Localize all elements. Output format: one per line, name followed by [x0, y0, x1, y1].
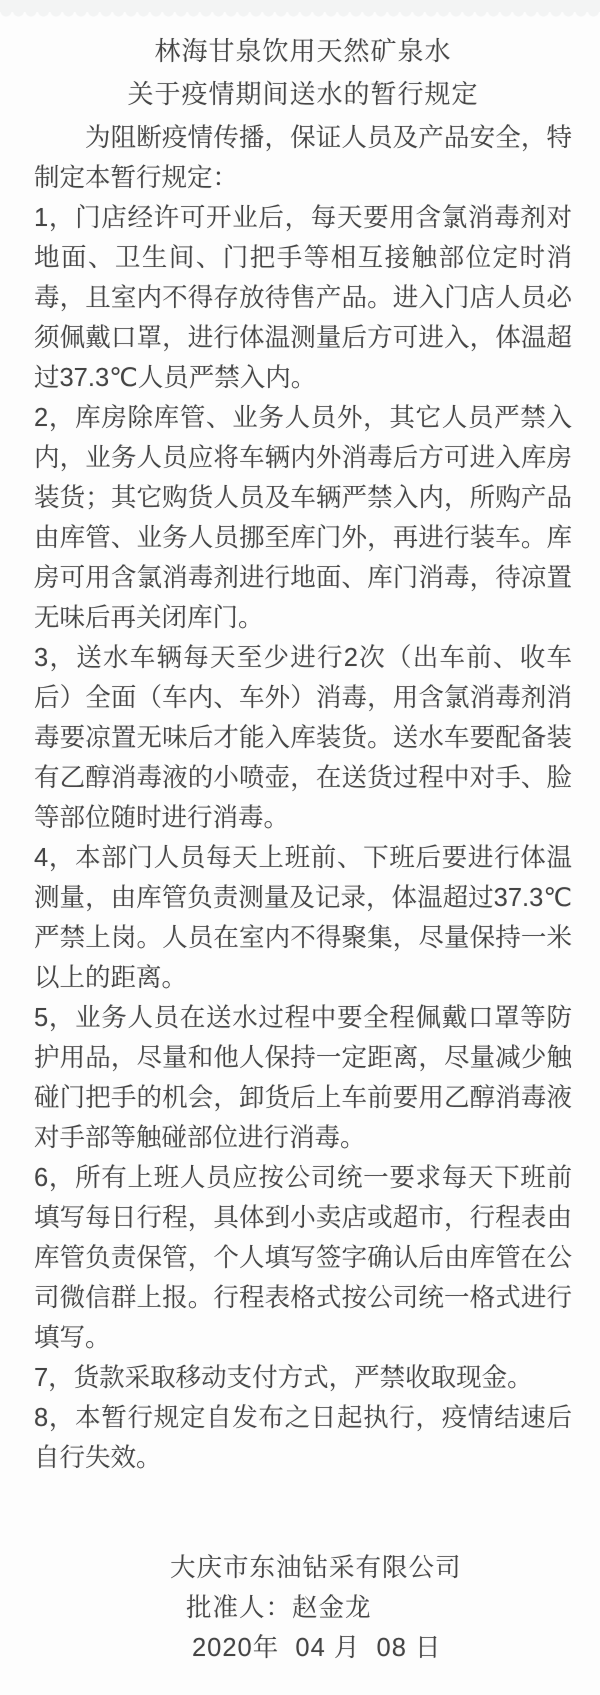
- intro-paragraph: 为阻断疫情传播，保证人员及产品安全，特制定本暂行规定：: [34, 124, 572, 192]
- document-subtitle: 关于疫情期间送水的暂行规定: [127, 79, 479, 109]
- signature-block: [34, 1548, 572, 1668]
- regulation-item-6: 6，所有上班人员应按公司统一要求每天下班前填写每日行程，具体到小卖店或超市，行程表由库管负责保管，个人填写签字确认后由库管在公司微信群上报。行程表格式按公司统一格式进行填写。: [34, 1164, 572, 1352]
- regulation-item-4: 4，本部门人员每天上班前、下班后要进行体温测量，由库管负责测量及记录，体温超过37.3℃严禁上岗。人员在室内不得聚集，尽量保持一米以上的距离。: [34, 844, 572, 992]
- screenshot-torn-edge: [0, 0, 600, 12]
- regulation-item-7: 7，货款采取移动支付方式，严禁收取现金。: [34, 1364, 533, 1392]
- signature-company: 大庆市东油钻采有限公司: [170, 1554, 462, 1582]
- signature-date: 2020年 04 月 08 日: [192, 1634, 442, 1662]
- regulation-item-8: 8，本暂行规定自发布之日起执行，疫情结速后自行失效。: [34, 1404, 572, 1472]
- regulation-document: [0, 30, 600, 1668]
- signature-approver: 批准人：赵金龙: [186, 1594, 372, 1622]
- regulation-item-1: 1，门店经许可开业后，每天要用含氯消毒剂对地面、卫生间、门把手等相互接触部位定时消毒，且室内不得存放待售产品。进入门店人员必须佩戴口罩，进行体温测量后方可进入，体温超过37.3℃人员严禁入内。: [34, 204, 572, 392]
- regulation-item-5: 5，业务人员在送水过程中要全程佩戴口罩等防护用品，尽量和他人保持一定距离，尽量减少触碰门把手的机会，卸货后上车前要用乙醇消毒液对手部等触碰部位进行消毒。: [34, 1004, 572, 1152]
- regulation-item-3: 3，送水车辆每天至少进行2次（出车前、收车后）全面（车内、车外）消毒，用含氯消毒剂消毒要凉置无味后才能入库装货。送水车要配备装有乙醇消毒液的小喷壶，在送货过程中对手、脸等部位随时进行消毒。: [34, 644, 572, 832]
- document-title: 林海甘泉饮用天然矿泉水: [154, 36, 452, 66]
- document-body: [34, 118, 572, 1478]
- regulation-item-2: 2，库房除库管、业务人员外，其它人员严禁入内，业务人员应将车辆内外消毒后方可进入库房装货；其它购货人员及车辆严禁入内，所购产品由库管、业务人员挪至库门外，再进行装车。库房可用含氯消毒剂进行地面、库门消毒，待凉置无味后再关闭库门。: [34, 404, 572, 632]
